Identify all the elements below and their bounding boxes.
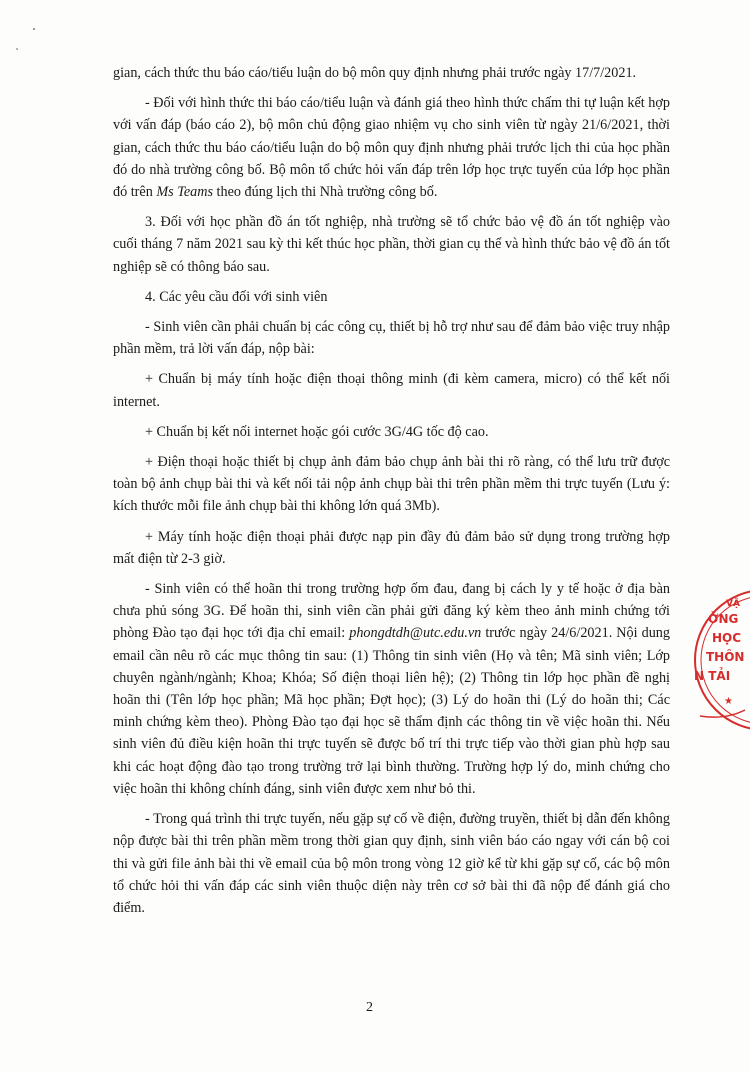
seal-text-line: THÔN	[706, 650, 745, 664]
page-number: 2	[366, 1000, 373, 1015]
paragraph-continuation: gian, cách thức thu báo cáo/tiểu luận do bộ môn quy định nhưng phải trước ngày 17/7/2021.	[113, 65, 637, 81]
paragraph-student-requirements-heading: 4. Các yêu cầu đối với sinh viên	[145, 288, 328, 305]
document-body	[113, 62, 670, 927]
red-seal-stamp	[690, 570, 750, 750]
seal-text-line: ỜNG	[708, 612, 739, 626]
paragraph-technical-issues: - Trong quá trình thi trực tuyến, nếu gặp sự cố về điện, đường truyền, thiết bị dẫn đến không nộp được bài thi trên phần mềm trong thời gian quy định, sinh viên báo cáo ngay với cán bộ coi thi và gửi file ảnh bài thi về email của bộ môn trong vòng 12 giờ kể từ khi gặp sự cố, các bộ môn tổ chức hỏi thi vấn đáp các sinh viên thuộc diện này trên cơ sở bài thi đã nộp để đánh giá cho điểm.	[113, 811, 670, 916]
paragraph-postpone-exam: - Sinh viên có thể hoãn thi trong trường hợp ốm đau, đang bị cách ly y tế hoặc ở địa bàn chưa phủ sóng 3G. Để hoãn thi, sinh viên cần phải gửi đăng ký kèm theo ảnh minh chứng tới phòng Đào tạo đại học tới địa chỉ email: phongdtdh@utc.edu.vn trước ngày 24/6/2021. Nội dung email cần nêu rõ các mục thông tin sau: (1) Thông tin sinh viên (Họ và tên; Mã sinh viên; Lớp chuyên ngành/ngành; Khoa; Khóa; Số điện thoại liên hệ); (2) Thông tin lớp học phần đề nghị hoãn thi (Tên lớp học phần; Mã học phần; Đợt học); (3) Lý do hoãn thi (Lý do hoãn thi; Các minh chứng kèm theo). Phòng Đào tạo đại học sẽ thẩm định các thông tin về việc hoãn thi. Nếu sinh viên đủ điều kiện hoãn thi trực tuyến sẽ được bố trí thi trực tiếp vào thời gian phù hợp sau khi các hoạt động đào tạo trong trường trở lại bình thường. Trường hợp lý do, minh chứng cho việc hoãn thi không chính đáng, sinh viên được xem như bỏ thi.	[113, 581, 670, 797]
scan-speck	[16, 48, 18, 50]
seal-text-line: N TẢI	[694, 669, 731, 683]
paragraph-graduation-project: 3. Đối với học phần đồ án tốt nghiệp, nhà trường sẽ tổ chức bảo vệ đồ án tốt nghiệp vào cuối tháng 7 năm 2021 sau kỳ thi kết thúc học phần, thời gian cụ thể và hình thức bảo vệ đồ án tốt nghiệp sẽ có thông báo sau.	[113, 214, 670, 275]
email-address-italic: phongdtdh@utc.edu.vn	[349, 625, 482, 642]
seal-text-line: HỌC	[712, 631, 742, 645]
paragraph-report-essay-oral: - Đối với hình thức thi báo cáo/tiểu luận và đánh giá theo hình thức chấm thi tự luận kết hợp với vấn đáp (báo cáo 2), bộ môn chủ động giao nhiệm vụ cho sinh viên từ ngày 21/6/2021, thời gian, cách thức thu báo cáo/tiểu luận do bộ môn quy định nhưng phải trước lịch thi của học phần đó do nhà trường công bố. Bộ môn tổ chức hỏi vấn đáp trên lớp học trực tuyến của lớp học phần đó trên Ms Teams theo đúng lịch thi Nhà trường công bố.	[113, 95, 670, 201]
paragraph-internet: + Chuẩn bị kết nối internet hoặc gói cước 3G/4G tốc độ cao.	[145, 423, 489, 440]
scan-speck	[33, 28, 35, 30]
seal-star: ★	[724, 696, 733, 707]
paragraph-battery: + Máy tính hoặc điện thoại phải được nạp pin đầy đủ đảm bảo sử dụng trong trường hợp mất điện từ 2-3 giờ.	[113, 528, 670, 567]
paragraph-computer-phone: + Chuẩn bị máy tính hoặc điện thoại thông minh (đi kèm camera, micro) có thể kết nối internet.	[113, 371, 670, 410]
paragraph-prepare-devices: - Sinh viên cần phải chuẩn bị các công cụ, thiết bị hỗ trợ như sau để đảm bảo việc truy nhập phần mềm, trả lời vấn đáp, nộp bài:	[113, 319, 670, 358]
ms-teams-italic: Ms Teams	[156, 184, 213, 201]
seal-text-line: VẬ	[726, 599, 740, 609]
paragraph-camera-device: + Điện thoại hoặc thiết bị chụp ảnh đảm bảo chụp ảnh bài thi rõ ràng, có thể lưu trữ được toàn bộ ảnh chụp bài thi và kết nối tải nộp ảnh chụp bài thi trên phần mềm thi trực tuyến (Lưu ý: kích thước mỗi file ảnh chụp bài thi không lớn quá 3Mb).	[113, 454, 670, 515]
